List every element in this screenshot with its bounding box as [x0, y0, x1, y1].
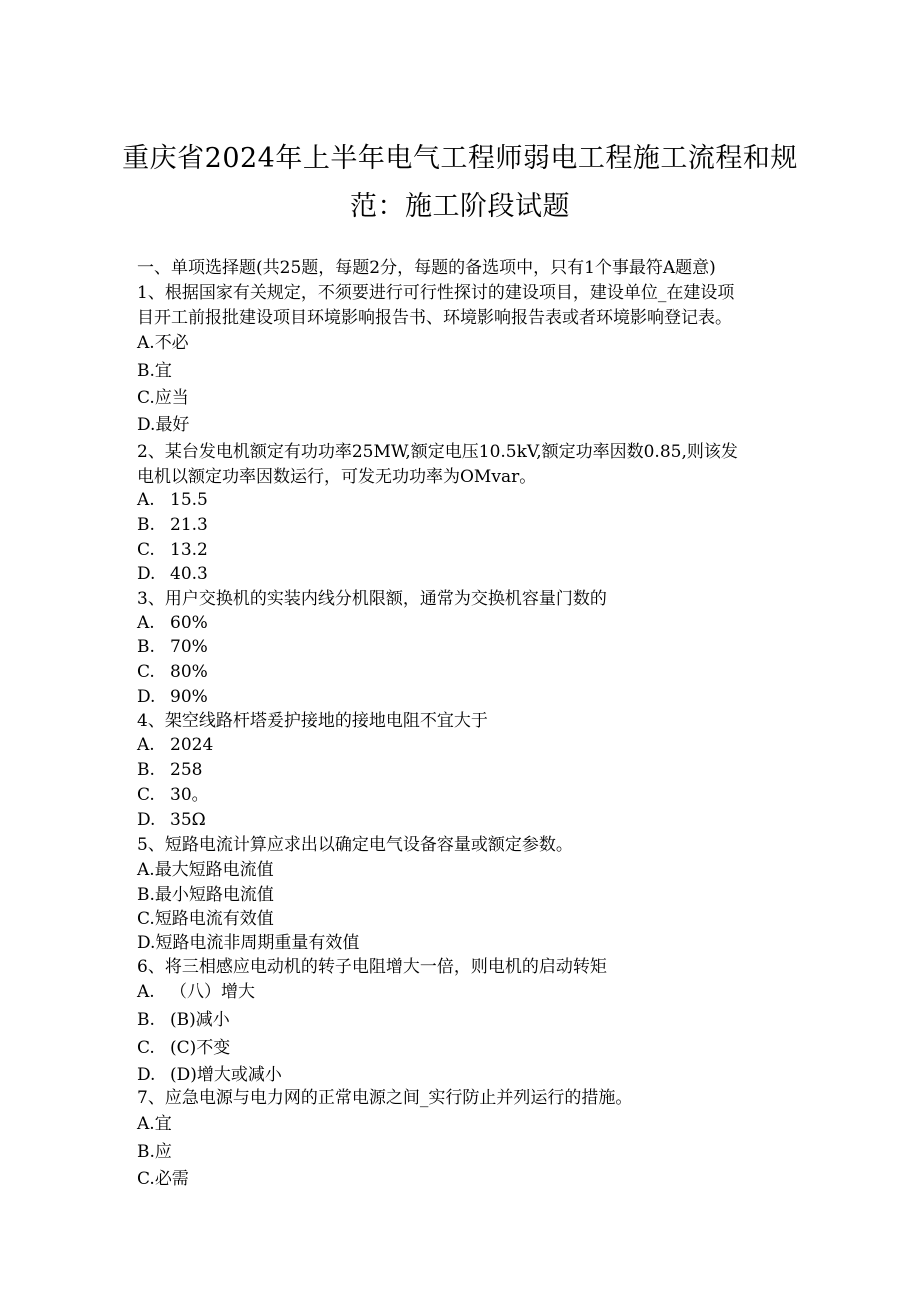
question-7-stem-line-1: 7、应急电源与电力网的正常电源之间_实行防止并列运行的措施。: [137, 1088, 633, 1108]
option-text: 30。: [170, 785, 209, 805]
option-label: A.: [137, 490, 155, 510]
document-title-line-2: 范：施工阶段试题: [350, 191, 570, 222]
option-label: D.: [137, 564, 156, 584]
question-5-option-c: [137, 908, 274, 930]
option-text: 最好: [155, 415, 190, 435]
option-label: C.: [137, 785, 155, 805]
question-3-option-d: [137, 686, 208, 708]
question-6-option-a: [137, 981, 255, 1003]
option-label: A.: [137, 982, 155, 1002]
option-label: C.: [137, 909, 155, 929]
option-label: A.: [137, 860, 155, 880]
option-text: 2024: [170, 735, 214, 755]
question-6-option-d: [137, 1064, 282, 1086]
question-2-option-b: [137, 514, 208, 536]
question-5-option-d: [137, 932, 359, 954]
question-4-option-b: [137, 759, 202, 781]
option-text: 宜: [154, 1114, 172, 1134]
document-title-line-1: 重庆省2024年上半年电气工程师弱电工程施工流程和规: [122, 143, 798, 174]
question-3-option-c: [137, 661, 208, 683]
question-1-option-c: [137, 387, 189, 409]
option-label: A.: [137, 333, 155, 353]
option-label: B.: [137, 1010, 155, 1030]
option-label: B.: [137, 637, 155, 657]
question-6-stem-line-1: 6、将三相感应电动机的转子电阻增大一倍，则电机的启动转矩: [137, 957, 607, 977]
option-text: 80%: [170, 662, 208, 682]
option-text: 13.2: [170, 540, 208, 560]
option-label: A.: [137, 613, 155, 633]
question-1-stem-line-1: 1、根据国家有关规定，不须要进行可行性探讨的建设项目，建设单位_在建设项: [137, 283, 735, 303]
option-label: C.: [137, 662, 155, 682]
option-label: B.: [137, 1142, 155, 1162]
question-5-option-b: [137, 884, 274, 906]
option-text: 宜: [154, 361, 172, 381]
question-3-option-b: [137, 636, 208, 658]
option-text: 不必: [154, 333, 189, 353]
option-text: 15.5: [170, 490, 208, 510]
option-label: D.: [137, 415, 156, 435]
option-text: (C)不变: [170, 1038, 231, 1058]
option-text: (D)增大或减小: [170, 1065, 282, 1085]
option-label: C.: [137, 1169, 155, 1189]
option-text: 90%: [170, 687, 208, 707]
option-text: 60%: [170, 613, 208, 633]
option-label: B.: [137, 760, 155, 780]
option-text: 70%: [170, 637, 208, 657]
question-6-option-c: [137, 1037, 230, 1059]
option-label: D.: [137, 1065, 156, 1085]
question-7-option-a: [137, 1113, 172, 1135]
option-text: 40.3: [170, 564, 208, 584]
option-text: 应当: [154, 388, 189, 408]
option-label: A.: [137, 735, 155, 755]
question-1-option-b: [137, 360, 172, 382]
question-1-option-d: [137, 414, 189, 436]
option-label: D.: [137, 810, 156, 830]
option-text: 应: [154, 1142, 172, 1162]
question-1-stem-line-2: 目开工前报批建设项目环境影响报告书、环境影响报告表或者环境影响登记表。: [137, 308, 732, 328]
option-label: B.: [137, 361, 155, 381]
option-label: B.: [137, 885, 155, 905]
option-text: 35Ω: [170, 810, 206, 830]
option-label: C.: [137, 1038, 155, 1058]
option-text: 最小短路电流值: [154, 885, 274, 905]
option-text: （八）增大: [170, 982, 255, 1002]
option-label: C.: [137, 540, 155, 560]
question-7-option-b: [137, 1141, 172, 1163]
question-5-stem-line-1: 5、短路电流计算应求出以确定电气设备容量或额定参数。: [137, 835, 573, 855]
option-text: 最大短路电流值: [154, 860, 274, 880]
option-text: 短路电流非周期重量有效值: [155, 933, 360, 953]
option-label: A.: [137, 1114, 155, 1134]
option-label: D.: [137, 933, 156, 953]
option-text: 258: [170, 760, 203, 780]
question-4-option-a: [137, 734, 213, 756]
question-1-option-a: [137, 332, 189, 354]
option-text: (B)减小: [170, 1010, 230, 1030]
question-2-option-a: [137, 489, 208, 511]
question-4-option-d: [137, 809, 206, 831]
question-2-option-d: [137, 563, 208, 585]
option-label: D.: [137, 687, 156, 707]
question-7-option-c: [137, 1168, 189, 1190]
option-label: C.: [137, 388, 155, 408]
question-3-option-a: [137, 612, 208, 634]
question-2-stem-line-2: 电机以额定功率因数运行，可发无功功率为OMvar。: [137, 467, 537, 487]
question-6-option-b: [137, 1009, 230, 1031]
question-2-option-c: [137, 539, 208, 561]
option-text: 短路电流有效值: [154, 909, 274, 929]
question-3-stem-line-1: 3、用户交换机的实装内线分机限额，通常为交换机容量门数的: [137, 589, 607, 609]
section-heading: 一、单项选择题(共25题，每题2分，每题的备选项中，只有1个事最符A题意): [137, 258, 716, 278]
question-2-stem-line-1: 2、某台发电机额定有功功率25MW,额定电压10.5kV,额定功率因数0.85,则该发: [137, 442, 738, 462]
option-text: 必需: [154, 1169, 189, 1189]
option-text: 21.3: [170, 515, 208, 535]
question-4-option-c: [137, 784, 209, 806]
question-5-option-a: [137, 859, 274, 881]
question-4-stem-line-1: 4、架空线路杆塔爰护接地的接地电阻不宜大于: [137, 711, 488, 731]
option-label: B.: [137, 515, 155, 535]
